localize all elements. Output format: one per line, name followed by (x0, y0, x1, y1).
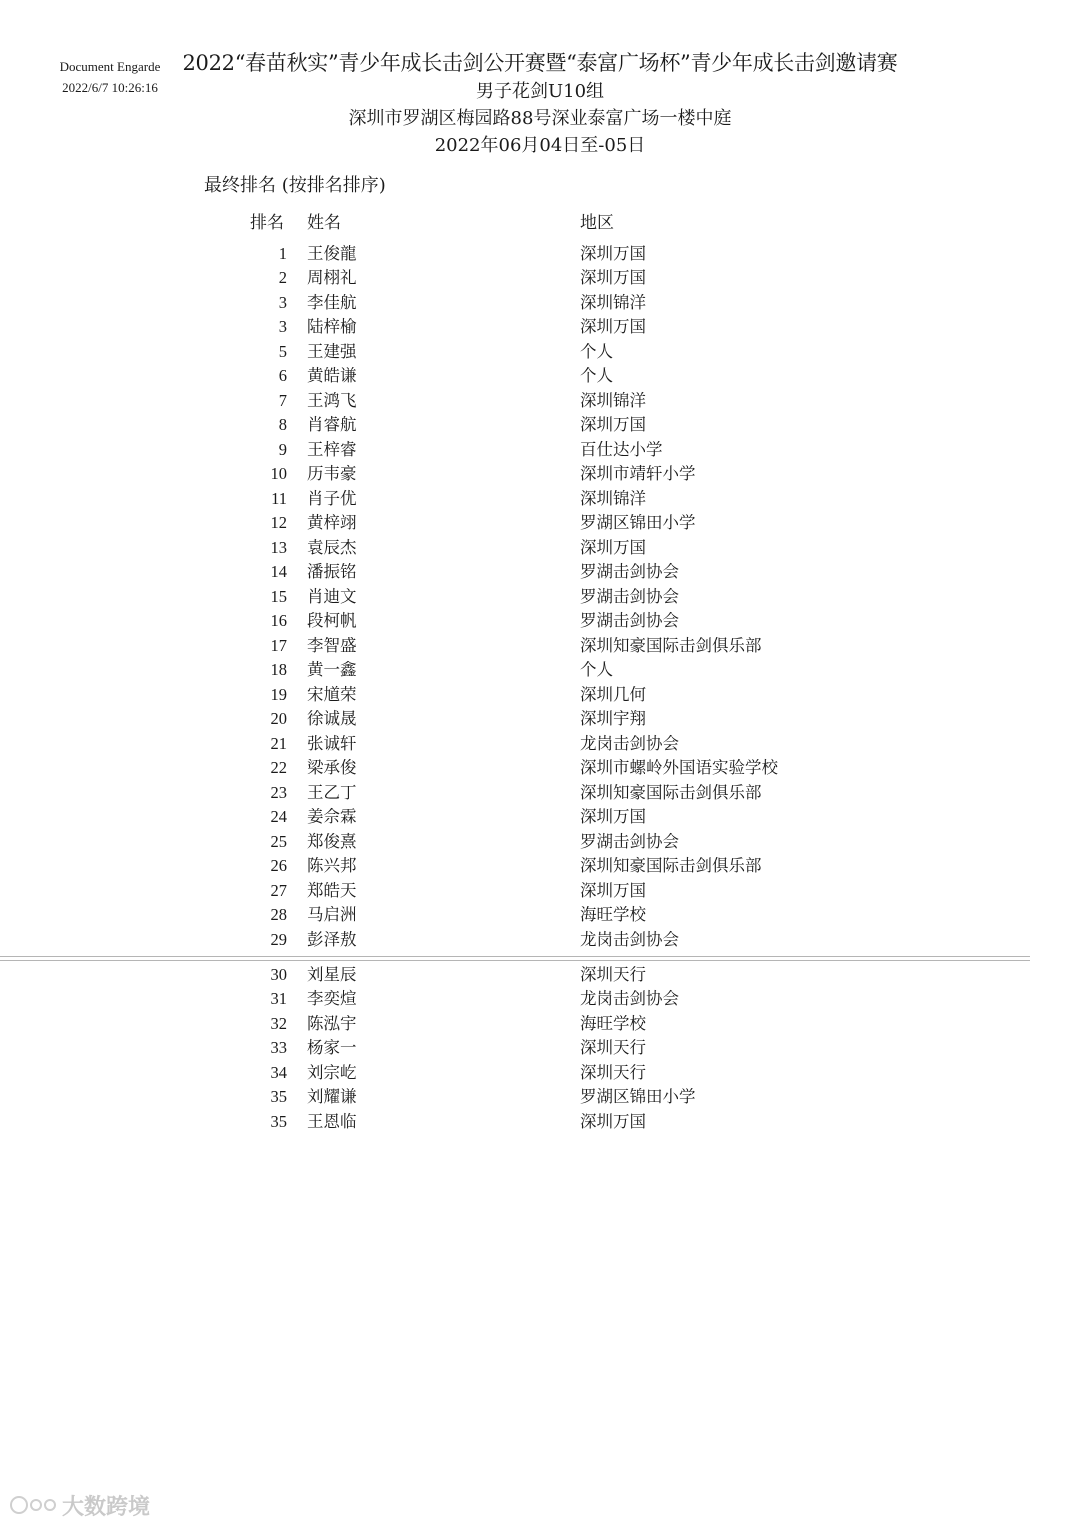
table-row (0, 963, 1080, 988)
club-cell: 龙岗击剑协会 (580, 989, 679, 1008)
page-divider (0, 960, 1030, 961)
club-cell: 深圳知豪国际击剑俱乐部 (580, 856, 762, 875)
rank-cell: 28 (270, 905, 287, 924)
table-row (0, 1036, 1080, 1061)
event-name: 男子花剑U10组 (475, 81, 605, 102)
table-row (0, 805, 1080, 830)
rank-cell: 32 (270, 1013, 287, 1033)
print-timestamp: 2022/6/7 10:26:16 (62, 80, 158, 95)
name-cell: 历韦豪 (307, 464, 357, 483)
table-row (0, 536, 1080, 561)
column-header-rank: 排名 (250, 213, 284, 233)
rank-cell: 22 (270, 758, 287, 777)
club-cell: 个人 (580, 366, 613, 385)
club-cell: 罗湖击剑协会 (580, 831, 679, 851)
name-cell: 梁承俊 (307, 758, 357, 777)
rank-cell: 14 (270, 562, 287, 581)
name-cell: 段柯帆 (307, 611, 357, 630)
table-row (0, 340, 1080, 365)
table-row (0, 903, 1080, 928)
table-row (0, 291, 1080, 316)
rank-cell: 31 (270, 989, 287, 1008)
table-row (0, 609, 1080, 634)
table-row (0, 830, 1080, 855)
club-cell: 深圳知豪国际击剑俱乐部 (580, 782, 762, 802)
rank-cell: 35 (270, 1111, 287, 1131)
name-cell: 陈兴邦 (307, 856, 357, 875)
name-cell: 王乙丁 (307, 782, 357, 802)
club-cell: 深圳万国 (580, 537, 646, 557)
name-cell: 王恩临 (307, 1111, 357, 1131)
rank-cell: 18 (270, 660, 287, 679)
name-cell: 王鸿飞 (307, 390, 357, 410)
table-row (0, 389, 1080, 414)
name-cell: 王俊龍 (307, 243, 357, 263)
club-cell: 深圳万国 (580, 317, 646, 336)
name-cell: 王梓睿 (307, 439, 357, 459)
table-row (0, 1061, 1080, 1086)
section-title: 最终排名 (按排名排序) (204, 175, 386, 196)
rank-cell: 12 (270, 513, 287, 532)
table-row (0, 781, 1080, 806)
rank-cell: 26 (270, 856, 287, 875)
name-cell: 刘星辰 (307, 964, 357, 984)
table-row (0, 585, 1080, 610)
rank-cell: 1 (278, 243, 287, 263)
rank-cell: 20 (270, 709, 287, 728)
table-row (0, 879, 1080, 904)
club-cell: 深圳锦洋 (580, 292, 646, 312)
club-cell: 深圳天行 (580, 1062, 646, 1082)
competition-title: 2022“春苗秋实”青少年成长击剑公开赛暨“泰富广场杯”青少年成长击剑邀请赛 (182, 51, 898, 75)
club-cell: 深圳万国 (580, 268, 646, 287)
document-meta (40, 56, 180, 98)
table-row (0, 634, 1080, 659)
club-cell: 深圳知豪国际击剑俱乐部 (580, 635, 762, 655)
rank-cell: 3 (278, 292, 287, 312)
rank-cell: 27 (270, 880, 287, 900)
name-cell: 刘耀谦 (307, 1087, 357, 1106)
watermark-text: 大数跨境 (62, 1494, 151, 1520)
name-cell: 周栩礼 (307, 268, 357, 287)
name-cell: 王建强 (307, 341, 357, 361)
table-row (0, 364, 1080, 389)
club-cell: 罗湖击剑协会 (580, 562, 679, 581)
name-cell: 黄梓翊 (307, 513, 357, 532)
table-row (0, 487, 1080, 512)
rank-cell: 8 (278, 415, 287, 434)
club-cell: 深圳几何 (580, 684, 646, 704)
table-row (0, 1110, 1080, 1135)
club-cell: 海旺学校 (580, 905, 646, 924)
club-cell: 个人 (580, 341, 613, 361)
table-row (0, 658, 1080, 683)
rank-cell: 11 (271, 488, 287, 508)
name-cell: 徐诚晟 (307, 709, 357, 728)
rank-cell: 6 (278, 366, 287, 385)
name-cell: 刘宗屹 (307, 1062, 357, 1082)
rank-cell: 7 (278, 390, 287, 410)
club-cell: 龙岗击剑协会 (580, 733, 679, 753)
rank-cell: 25 (270, 831, 287, 851)
table-row (0, 707, 1080, 732)
table-row (0, 1012, 1080, 1037)
club-cell: 海旺学校 (580, 1013, 646, 1033)
club-cell: 深圳锦洋 (580, 390, 646, 410)
name-cell: 潘振铭 (307, 562, 357, 581)
club-cell: 深圳万国 (580, 243, 646, 263)
name-cell: 黄皓谦 (307, 366, 357, 385)
rank-cell: 9 (278, 439, 287, 459)
venue: 深圳市罗湖区梅园路88号深业泰富广场一楼中庭 (348, 108, 732, 129)
name-cell: 马启洲 (307, 905, 357, 924)
rank-cell: 15 (270, 586, 287, 606)
table-row (0, 683, 1080, 708)
rank-cell: 3 (278, 317, 287, 336)
table-row (0, 242, 1080, 267)
name-cell: 黄一鑫 (307, 660, 357, 679)
rank-cell: 13 (270, 537, 287, 557)
club-cell: 深圳万国 (580, 415, 646, 434)
table-row (0, 438, 1080, 463)
rank-cell: 33 (270, 1038, 287, 1057)
club-cell: 深圳万国 (580, 807, 646, 826)
name-cell: 袁辰杰 (307, 537, 357, 557)
club-cell: 罗湖区锦田小学 (580, 513, 696, 532)
rank-cell: 21 (270, 733, 287, 753)
event-dates: 2022年06月04日至-05日 (434, 135, 646, 156)
name-cell: 李佳航 (307, 292, 357, 312)
club-cell: 深圳万国 (580, 1111, 646, 1131)
document-header (180, 48, 900, 159)
club-cell: 深圳天行 (580, 1038, 646, 1057)
name-cell: 陈泓宇 (307, 1013, 357, 1033)
table-row (0, 315, 1080, 340)
logo-rings-icon (10, 1496, 56, 1514)
name-cell: 杨家一 (307, 1038, 357, 1057)
table-row (0, 854, 1080, 879)
column-header-club: 地区 (580, 213, 614, 233)
table-row (0, 511, 1080, 536)
table-row (0, 413, 1080, 438)
club-cell: 深圳万国 (580, 880, 646, 900)
name-cell: 郑皓天 (307, 880, 357, 900)
name-cell: 肖迪文 (307, 586, 357, 606)
table-row (0, 756, 1080, 781)
club-cell: 百仕达小学 (580, 439, 663, 459)
rank-cell: 17 (270, 635, 287, 655)
page-divider (0, 956, 1030, 957)
name-cell: 肖子优 (307, 488, 357, 508)
name-cell: 李奕煊 (307, 989, 357, 1008)
table-row (0, 1085, 1080, 1110)
club-cell: 龙岗击剑协会 (580, 929, 679, 949)
rank-cell: 35 (270, 1087, 287, 1106)
club-cell: 罗湖区锦田小学 (580, 1087, 696, 1106)
name-cell: 宋馗荣 (307, 684, 357, 704)
club-cell: 深圳市螺岭外国语实验学校 (580, 758, 778, 777)
table-row (0, 266, 1080, 291)
rank-cell: 34 (270, 1062, 287, 1082)
rank-cell: 5 (278, 341, 287, 361)
watermark (10, 1490, 150, 1520)
rank-cell: 23 (270, 782, 287, 802)
name-cell: 陆梓榆 (307, 317, 357, 336)
table-row (0, 987, 1080, 1012)
name-cell: 肖睿航 (307, 415, 357, 434)
rank-cell: 10 (270, 464, 287, 483)
name-cell: 郑俊熹 (307, 831, 357, 851)
rank-cell: 2 (278, 268, 287, 287)
name-cell: 姜佘霖 (307, 807, 357, 826)
club-cell: 罗湖击剑协会 (580, 611, 679, 630)
club-cell: 深圳锦洋 (580, 488, 646, 508)
name-cell: 张诚轩 (307, 733, 357, 753)
table-row (0, 560, 1080, 585)
rank-cell: 16 (270, 611, 287, 630)
club-cell: 深圳市靖轩小学 (580, 464, 696, 483)
rank-cell: 19 (270, 684, 287, 704)
table-row (0, 462, 1080, 487)
name-cell: 李智盛 (307, 635, 357, 655)
software-name: Document Engarde (59, 59, 161, 74)
table-row (0, 732, 1080, 757)
club-cell: 个人 (580, 660, 613, 679)
rank-cell: 24 (270, 807, 287, 826)
rank-cell: 29 (270, 929, 287, 949)
rank-cell: 30 (270, 964, 287, 984)
club-cell: 深圳天行 (580, 964, 646, 984)
club-cell: 深圳宇翔 (580, 709, 646, 728)
table-row (0, 928, 1080, 953)
name-cell: 彭泽敖 (307, 929, 357, 949)
column-header-name: 姓名 (307, 213, 341, 233)
club-cell: 罗湖击剑协会 (580, 586, 679, 606)
